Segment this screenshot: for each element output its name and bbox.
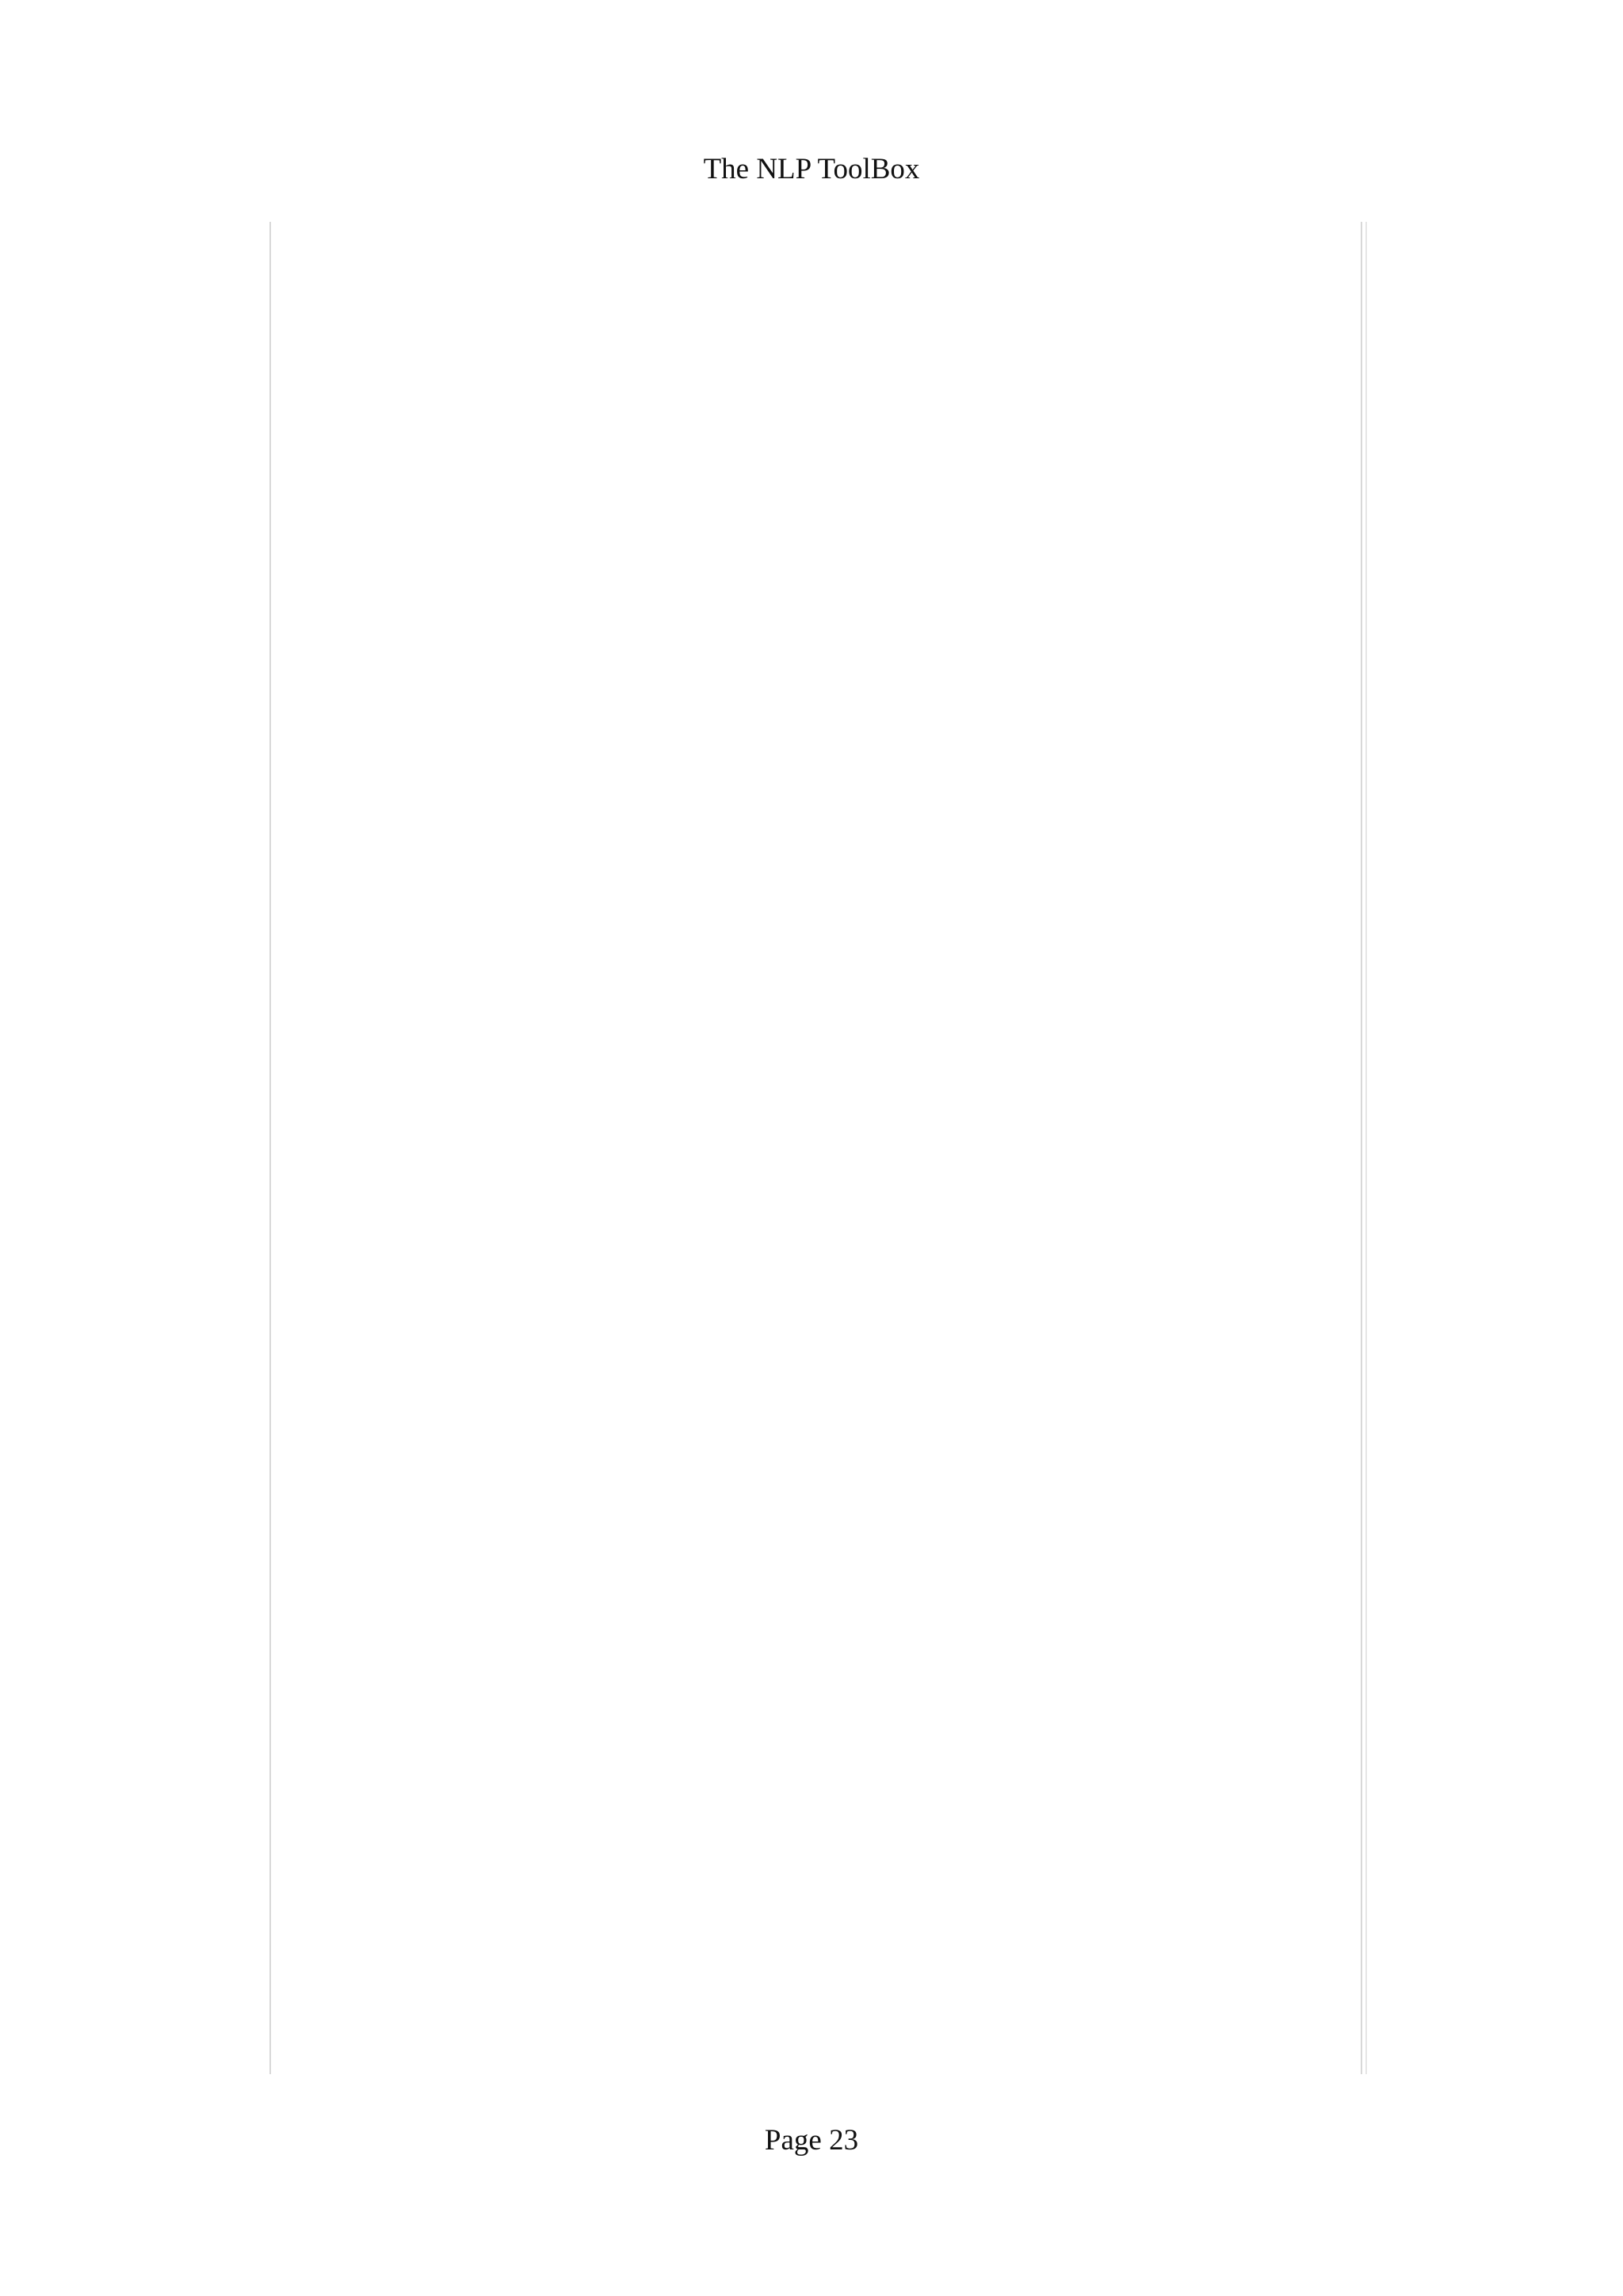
- page-number: Page 23: [764, 2124, 859, 2157]
- running-header: The NLP ToolBox: [703, 153, 920, 185]
- content-frame: [269, 222, 1362, 2074]
